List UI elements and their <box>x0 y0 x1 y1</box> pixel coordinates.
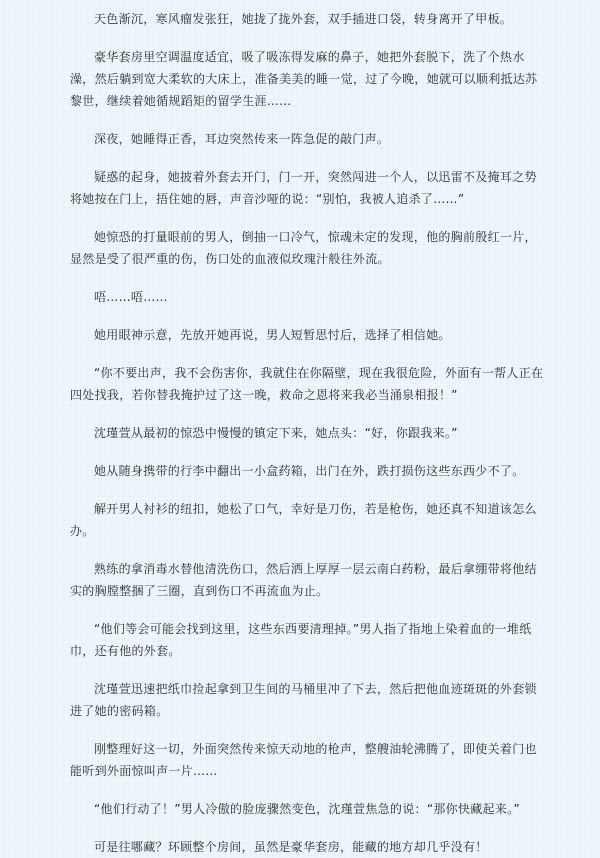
paragraph-gap <box>70 112 548 128</box>
paragraph-gap <box>70 406 548 422</box>
paragraph-6: 唔……唔…… <box>94 290 168 304</box>
paragraph-gap <box>70 308 548 324</box>
paragraph-gap <box>70 662 548 678</box>
paragraph-10: 她从随身携带的行李中翻出一小盒药箱，出门在外，跌打损伤这些东西少不了。 <box>94 464 525 478</box>
paragraph-3: 深夜，她睡得正香，耳边突然传来一阵急促的敲门声。 <box>94 132 390 146</box>
paragraph-17: 可是往哪藏？环顾整个房间，虽然是豪华套房，能藏的地方却几乎没有！ <box>94 840 488 854</box>
paragraph-16: “他们行动了！”男人冷傲的脸庞骤然变色，沈瑾萱焦急的说：“那你快藏起来。” <box>94 802 520 816</box>
paragraph-gap <box>70 782 548 798</box>
paragraph-5: 她惊恐的打量眼前的男人，倒抽一口冷气，惊魂未定的发现，他的胸前殷红一片，显然是受了很严重的伤，伤口处的血液似玫瑰汁般往外流。 <box>70 230 537 266</box>
paragraph-8: “你不要出声，我不会伤害你，我就住在你隔壁，现在我很危险，外面有一帮人正在四处找我，若你替我掩护过了这一晚，救命之恩将来我必当涌泉相报！” <box>70 366 544 402</box>
paragraph-gap <box>70 542 548 558</box>
paragraph-15: 刚整理好这一切，外面突然传来惊天动地的枪声，整艘油轮沸腾了，即使关着门也能听到外面惊叫声一片…… <box>70 742 537 778</box>
paragraph-7: 她用眼神示意，先放开她再说，男人短暂思忖后，选择了相信她。 <box>94 328 451 342</box>
paragraph-14: 沈瑾萱迅速把纸巾捡起拿到卫生间的马桶里冲了下去，然后把他血迹斑斑的外套锁进了她的密码箱。 <box>70 682 537 718</box>
paragraph-gap <box>70 150 548 166</box>
paragraph-gap <box>70 482 548 498</box>
paragraph-1: 天色渐沉，寒风瘤发张狂，她拢了拢外套，双手插进口袋，转身离开了甲板。 <box>94 12 513 26</box>
paragraph-13: “他们等会可能会找到这里，这些东西要清理掉。”男人指了指地上染着血的一堆纸巾，还有他的外套。 <box>70 622 532 658</box>
paragraph-gap <box>70 210 548 226</box>
paragraph-gap <box>70 444 548 460</box>
paragraph-gap <box>70 820 548 836</box>
paragraph-gap <box>70 602 548 618</box>
paragraph-4: 疑惑的起身，她披着外套去开门，门一开，突然闯进一个人，以迅雷不及掩耳之势将她按在门上，捂住她的唇，声音沙哑的说：“别怕，我被人追杀了……” <box>70 170 537 206</box>
paragraph-gap <box>70 270 548 286</box>
paragraph-gap <box>70 722 548 738</box>
paragraph-9: 沈瑾萱从最初的惊恐中慢慢的镇定下来，她点头：“好，你跟我来。” <box>94 426 458 440</box>
paragraph-gap <box>70 346 548 362</box>
paragraph-2: 豪华套房里空调温度适宜，吸了吸冻得发麻的鼻子，她把外套脱下，洗了个热水澡，然后躺到宽大柔软的大床上，准备美美的睡一觉，过了今晚，她就可以顺利抵达苏黎世，继续着她循规蹈矩的留学生涯…… <box>70 50 538 108</box>
paragraph-12: 熟练的拿消毒水替他清洗伤口，然后洒上厚厚一层云南白药粉，最后拿绷带将他结实的胸膛整捆了三圈，直到伤口不再流血为止。 <box>70 562 537 598</box>
paragraph-11: 解开男人衬衫的纽扣，她松了口气，幸好是刀伤，若是枪伤，她还真不知道该怎么办。 <box>70 502 537 538</box>
paragraph-gap <box>70 30 548 46</box>
